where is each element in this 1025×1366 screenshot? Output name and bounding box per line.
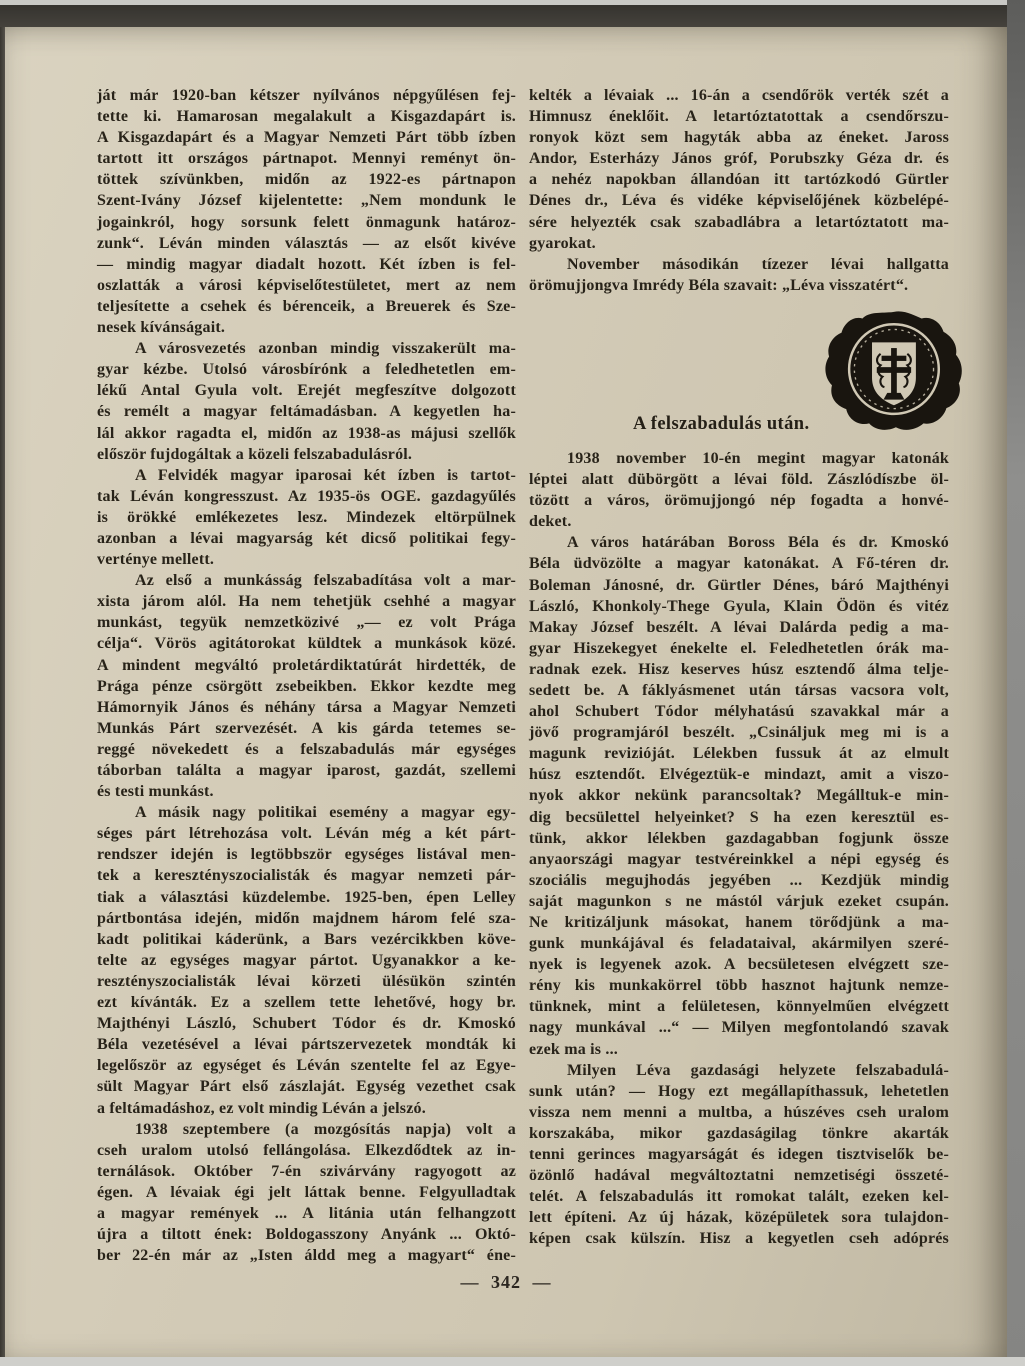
text-line: szociális megujhodás jegyében ... Kezdjük mindig: [529, 871, 949, 889]
text-line: radnak ezek. Hisz keserves húsz esztendő álma telje-: [529, 660, 949, 678]
text-line: jövő programjáról beszélt. „Csináljuk meg mi is a: [529, 724, 949, 742]
text-line: pártbontása idején, midőn majdnem három felé sza-: [97, 909, 516, 927]
text-line: és testi munkást.: [97, 783, 214, 801]
text-line: A Felvidék magyar iparosai két ízben is tartot-: [135, 466, 516, 484]
text-line: Munkás Párt szervezését. A kis gárda tetemes se-: [97, 719, 516, 737]
paragraph: [529, 448, 949, 532]
section-heading: A felszabadulás után.: [633, 413, 810, 434]
text-line: resztényszocialisták lévai körzeti ülésükön szintén: [97, 972, 516, 990]
text-line: égen. A lévaiak égi jelt láttak benne. Felgyulladtak: [97, 1183, 516, 1201]
text-line: dig becsülettel helyeinket? S ha ezen keresztül es-: [529, 808, 949, 826]
text-line: gunk munkájával és feladataival, akármilyen szeré-: [529, 935, 949, 953]
text-line: Majthényi László, Schubert Tódor és dr. Kmoskó: [97, 1015, 516, 1033]
right-text-column: [529, 85, 949, 1250]
text-line: telét. A felszabadulás itt romokat talált, ezeken kel-: [529, 1188, 949, 1206]
text-line: ternálások. Október 7-én szivárvány ragyogott az: [97, 1162, 516, 1180]
text-line: Ne kritizáljunk másokat, hanem törődjünk a ma-: [529, 914, 949, 931]
text-line: Béla üdvözölte a magyar katonákat. A Fő-téren dr.: [529, 555, 949, 573]
text-line: telte az egységes magyar pártot. Ugyanakkor a ke-: [97, 951, 516, 969]
text-line: verténye mellett.: [97, 551, 215, 569]
text-line: húsz esztendőt. Elvégeztük-e mindazt, amit a viszo-: [529, 766, 949, 784]
text-line: legelőször az egységet és Léván szentelte fel az Egye-: [97, 1057, 516, 1075]
text-line: azonban a lévai magyarság két dicső politikai fegy-: [97, 529, 516, 547]
paragraph: [97, 570, 516, 802]
paragraph: [97, 802, 516, 1118]
text-line: tiak a választási küzdelembe. 1925-ben, épen Lelley: [97, 888, 516, 906]
text-line: jogainkról, hogy sorsunk felett önmagunk határoz-: [97, 213, 516, 231]
text-line: a magyar remények ... A litánia után felhangzott: [97, 1204, 516, 1222]
paragraph: [97, 85, 516, 338]
text-line: korszakába, mikor gazdaságilag tönkre akarták: [529, 1124, 949, 1142]
text-line: újra a tiltott ének: Boldogasszony Anyánk ... Októ-: [97, 1226, 516, 1244]
scan-top-edge: [0, 5, 1025, 27]
page-number: — 342 —: [460, 1272, 552, 1292]
text-line: és remélt a magyar feltámadásban. A kegyetlen ha-: [97, 403, 516, 421]
text-line: rény kis munkakörrel több hasznot hajtunk nemze-: [529, 977, 949, 995]
text-line: vissza nem menni a multba, a húszéves cseh uralom: [529, 1103, 949, 1121]
text-line: nagy munkával ...“ — Milyen megfontolandó szavak: [529, 1019, 949, 1037]
right-column-upper-text: [529, 85, 949, 296]
text-line: November másodikán tízezer lévai hallgatta: [567, 255, 949, 273]
text-line: tartott itt országos pártnapot. Mennyi reményt ön-: [97, 150, 516, 168]
text-line: teljesítette a csehek és bérenceik, a Breuerek és Sze-: [97, 297, 516, 315]
text-line: zunk“. Léván minden választás — az elsőt kivéve: [97, 234, 516, 252]
text-line: 1938 szeptembere (a mozgósítás napja) volt a: [135, 1120, 516, 1138]
text-line: László, Khonkoly-Thege Gyula, Klain Ödön és vitéz: [529, 597, 949, 615]
text-line: Makay József beszélt. A lévai Dalárda pedig a ma-: [529, 618, 949, 636]
text-line: örömujjongva Imrédy Béla szavait: „Léva visszatért“.: [529, 276, 909, 294]
figure-block: [529, 296, 949, 448]
text-line: tek a keresztényszocialisták és magyar nemzeti pár-: [97, 867, 516, 885]
text-line: tak Léván kongresszust. Az 1935-ös OGE. gazdagyűlés: [97, 487, 516, 505]
paragraph: [529, 532, 949, 1059]
text-line: xista járom alól. Ha nem tehetjük csehhé a magyar: [97, 593, 516, 611]
wax-seal-double-cross-icon: [819, 308, 967, 432]
text-line: kelték a lévaiak ... 16-án a csendőrök verték szét a: [529, 87, 949, 104]
text-line: rendszer idején is legtöbbször egységes listával men-: [97, 846, 516, 864]
paragraph: [529, 1060, 949, 1250]
text-line: töttek szívünkben, midőn az 1922-es pártnapon: [97, 171, 516, 189]
text-line: lett építeni. Az új házak, középületek sora tulajdon-: [529, 1209, 949, 1227]
text-line: ezek ma is ...: [529, 1040, 619, 1058]
text-line: nyok akkor nekünk parancsoltak? Megálltuk-e min-: [529, 787, 949, 805]
text-line: Béla vezetésével a lévai pártszervezetek mondták ki: [97, 1036, 516, 1054]
text-line: tünknek, mint a felületesen, könnyelműen elvégzett: [529, 998, 949, 1016]
paragraph: [97, 1119, 516, 1267]
text-line: táborban találta a magyar iparost, gazdát, szellemi: [97, 762, 516, 779]
text-line: Milyen Léva gazdasági helyzete felszabadulá-: [567, 1061, 949, 1079]
text-line: 1938 november 10-én megint magyar katonák: [567, 449, 949, 467]
right-column-lower-text: [529, 448, 949, 1250]
text-line: A mindent megváltó proletárdiktatúrát hirdették, de: [97, 656, 516, 674]
text-line: Az első a munkásság felszabadítása volt a mar-: [135, 572, 516, 590]
text-line: léptei alatt dübörgött a lévai föld. Zászlódíszbe öl-: [529, 471, 949, 489]
text-line: tenni gerinces magyarságát és idegen tisztviselők be-: [529, 1146, 949, 1164]
paragraph: [529, 85, 949, 254]
paragraph: [97, 465, 516, 570]
text-line: munkást, tegyük nemzetközivé „— ez volt Prága: [97, 614, 516, 632]
text-line: séges párt létrehozása volt. Léván még a két párt-: [97, 825, 516, 843]
text-line: reggé növekedett és a felszabadulás már egységes: [97, 740, 516, 758]
text-line: kadt politikai káderünk, a Bars vezércikkben köve-: [97, 930, 516, 948]
text-line: Andor, Esterházy János gróf, Porubszky Géza dr. és: [529, 150, 949, 168]
text-line: tünk, akkor lélekben gazdagabban fogjunk össze: [529, 829, 949, 847]
text-line: a feltámadáshoz, ez volt mindig Léván a jelszó.: [97, 1099, 426, 1117]
text-line: tette ki. Hamarosan megalakult a Kisgazdapárt is.: [97, 108, 516, 126]
text-line: nyek is legyenek azok. A becsületesen elvégzett sze-: [529, 956, 949, 974]
text-line: A városvezetés azonban mindig visszakerült ma-: [135, 340, 516, 358]
paragraph: [97, 338, 516, 465]
text-line: lál akkor ragadta el, midőn az 1938-as májusi szellők: [97, 424, 516, 442]
text-line: sült Magyar Párt első zászlaját. Egység vezethet csak: [97, 1078, 516, 1096]
left-text-column: [97, 85, 516, 1266]
text-line: ját már 1920-ban kétszer nyílvános népgyűlésen fej-: [97, 87, 516, 104]
text-line: cseh uralom utolsó fellángolása. Elkezdődtek az in-: [97, 1141, 516, 1159]
scan-right-edge: [1007, 0, 1025, 1366]
text-line: deket.: [529, 513, 572, 531]
text-line: Boleman Jánosné, dr. Gürtler Dénes, báró Majthényi: [529, 576, 949, 594]
text-line: — mindig magyar diadalt hozott. Két ízben is fel-: [97, 255, 516, 273]
text-line: először fujdogáltak a közeli felszabadulásról.: [97, 445, 413, 463]
text-line: ezt kívánták. Ez a szellem tette lehetővé, hogy br.: [97, 994, 516, 1012]
text-line: sedett be. A fáklyásmenet után társas vacsora volt,: [529, 681, 949, 699]
text-line: célja“. Vörös agitátorokat küldtek a munkások közé.: [97, 635, 516, 653]
text-line: A Kisgazdapárt és a Magyar Nemzeti Párt több ízben: [97, 129, 516, 147]
text-line: képen csak külszín. Hisz a kegyetlen cseh adóprés: [529, 1230, 949, 1248]
text-line: gyar Hiszekegyet énekelte el. Feledhetetlen órák ma-: [529, 639, 949, 657]
text-line: is örökké emlékezetes lesz. Mindezek eltörpülnek: [97, 508, 516, 526]
text-line: magunk revizióját. Lélekben fussuk át az elmult: [529, 745, 949, 763]
text-line: ronyok közt sem hagyták abba az éneket. Jaross: [529, 129, 949, 147]
text-line: sunk után? — Hogy ezt megállapíthassuk, lehetetlen: [529, 1082, 949, 1100]
scan-bottom-edge: [0, 1357, 1025, 1366]
text-line: sére helyezték csak szabadlábra a letartóztatott ma-: [529, 213, 949, 231]
text-line: a nehéz napokban állandóan itt tartózkodó Gürtler: [529, 171, 949, 189]
text-line: ahol Schubert Tódor mélyhatású szavakkal már a: [529, 703, 949, 721]
text-line: Szent-Ivány József kijelentette: „Nem mondunk le: [97, 192, 516, 210]
text-line: tözött a város, örömujjongó nép fogadta a honvé-: [529, 492, 949, 510]
text-line: Himnusz éneklőit. A letartóztatottak a csendőrszu-: [529, 108, 949, 126]
book-page: [5, 27, 1007, 1357]
text-line: lékű Antal Gyula volt. Erejét megfeszítve dolgozott: [97, 382, 516, 400]
text-line: nesek kívánságait.: [97, 319, 226, 337]
text-line: ber 22-én már az „Isten áldd meg a magyart“ éne-: [97, 1247, 516, 1265]
text-line: A város határában Boross Béla és dr. Kmoskó: [567, 534, 949, 552]
text-line: Hámornyik János és néhány társa a Magyar Nemzeti: [97, 698, 516, 716]
text-line: gyarokat.: [529, 234, 596, 252]
text-line: özönlő hadával megváltoztatni nemzetiségi összeté-: [529, 1167, 949, 1185]
text-line: anyaországi magyar testvéreinkkel a népi egység és: [529, 850, 949, 868]
text-line: gyar kézbe. Utolsó városbírónk a feledhetetlen em-: [97, 361, 516, 379]
text-line: saját magunkon s ne mástól várjuk ezeket csupán.: [529, 892, 949, 910]
paragraph: [529, 254, 949, 296]
text-line: A másik nagy politikai esemény a magyar egy-: [135, 804, 516, 822]
text-line: Dénes dr., Léva és vidéke képviselőjének közbelépé-: [529, 192, 949, 210]
text-line: Prága pénze csörgött zsebeikben. Ekkor kezdte meg: [97, 677, 516, 695]
text-line: oszlatták a városi képviselőtestületet, mert az nem: [97, 276, 516, 294]
